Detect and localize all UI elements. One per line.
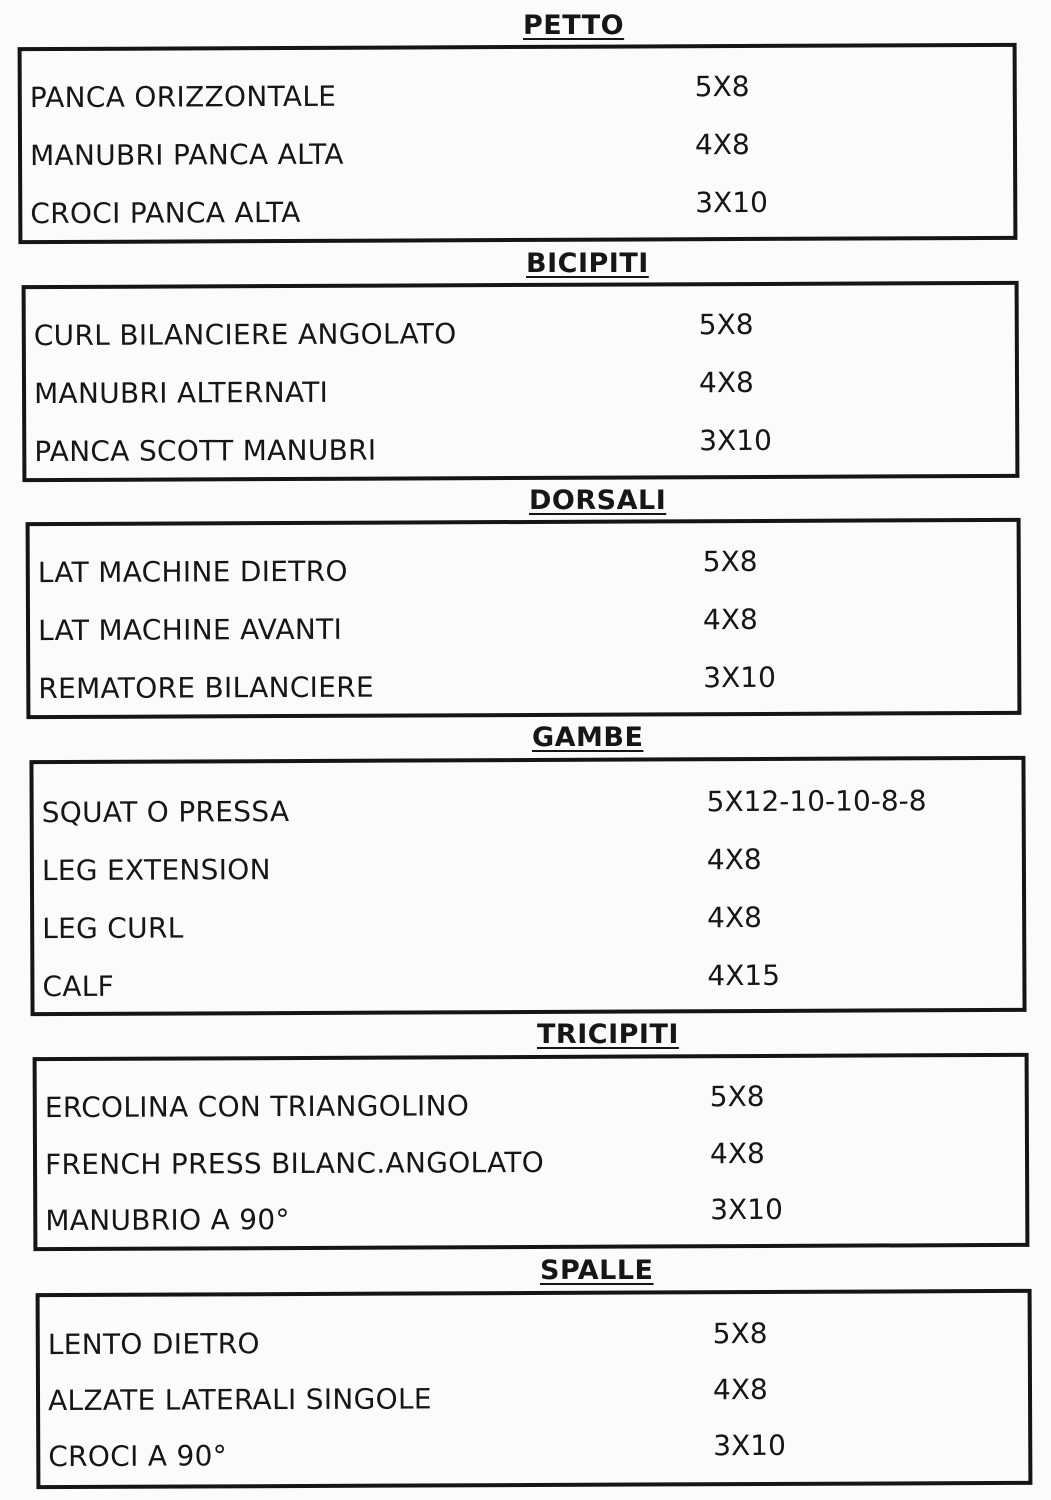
exercise-row [34, 423, 1007, 475]
exercise-sets: 5X8 [709, 1079, 765, 1114]
exercise-row [29, 127, 1005, 179]
exercise-box-dorsali [26, 518, 1022, 719]
exercise-name: CROCI PANCA ALTA [30, 195, 301, 231]
section-heading-dorsali: DORSALI [529, 485, 667, 516]
exercise-row [37, 544, 1009, 596]
exercise-sets: 3X10 [695, 185, 768, 220]
exercise-box-tricipiti [33, 1053, 1030, 1251]
exercise-sets: 4X8 [712, 1372, 768, 1407]
exercise-name: ALZATE LATERALI SINGOLE [47, 1382, 432, 1418]
exercise-sets: 4X8 [698, 365, 754, 400]
exercise-sets: 5X8 [698, 307, 754, 342]
exercise-name: PANCA SCOTT MANUBRI [34, 433, 377, 469]
exercise-row [44, 1079, 1017, 1131]
exercise-sets: 5X8 [702, 544, 758, 579]
exercise-sets: 3X10 [699, 423, 772, 458]
exercise-sets: 3X10 [710, 1192, 783, 1227]
exercise-row [44, 1136, 1017, 1188]
exercise-name: MANUBRI ALTERNATI [33, 375, 329, 411]
section-heading-bicipiti: BICIPITI [526, 248, 649, 279]
exercise-sets: 4X8 [707, 900, 763, 935]
exercise-name: CURL BILANCIERE ANGOLATO [33, 317, 457, 353]
exercise-name: SQUAT O PRESSA [41, 795, 290, 830]
exercise-row [42, 900, 1014, 952]
exercise-row [41, 842, 1014, 894]
section-heading-tricipiti: TRICIPITI [537, 1019, 679, 1050]
exercise-name: CALF [42, 969, 115, 1004]
exercise-row [33, 365, 1007, 417]
exercise-sets: 4X8 [706, 842, 762, 877]
exercise-row [33, 307, 1007, 359]
exercise-sets: 5X12-10-10-8-8 [706, 784, 927, 819]
exercise-name: CROCI A 90° [48, 1439, 228, 1474]
exercise-row [30, 185, 1005, 237]
exercise-row [45, 1192, 1017, 1244]
exercise-row [41, 784, 1014, 836]
exercise-row [48, 1428, 1020, 1480]
exercise-row [47, 1372, 1020, 1424]
exercise-sets: 5X8 [712, 1316, 768, 1351]
exercise-name: MANUBRI PANCA ALTA [29, 137, 344, 173]
exercise-row [42, 958, 1014, 1010]
exercise-sets: 3X10 [703, 660, 776, 695]
exercise-name: MANUBRIO A 90° [45, 1203, 290, 1238]
exercise-row [29, 69, 1005, 121]
section-heading-gambe: GAMBE [532, 722, 644, 753]
section-heading-spalle: SPALLE [540, 1255, 654, 1286]
exercise-sets: 4X8 [709, 1136, 765, 1171]
exercise-name: LEG CURL [42, 911, 184, 946]
exercise-row [47, 1316, 1020, 1368]
exercise-sets: 3X10 [713, 1428, 786, 1463]
exercise-name: PANCA ORIZZONTALE [29, 79, 337, 115]
exercise-row [38, 660, 1009, 712]
exercise-name: LAT MACHINE AVANTI [37, 612, 343, 648]
exercise-box-spalle [36, 1289, 1033, 1489]
exercise-box-bicipiti [22, 281, 1020, 482]
exercise-sets: 4X8 [702, 602, 758, 637]
exercise-sets: 4X8 [694, 127, 750, 162]
exercise-name: LENTO DIETRO [47, 1327, 260, 1362]
exercise-name: ERCOLINA CON TRIANGOLINO [44, 1089, 470, 1125]
exercise-box-petto [18, 43, 1018, 244]
exercise-box-gambe [29, 756, 1026, 1016]
exercise-name: LEG EXTENSION [41, 853, 271, 888]
exercise-sets: 5X8 [694, 69, 750, 104]
section-heading-petto: PETTO [523, 10, 625, 41]
exercise-name: LAT MACHINE DIETRO [37, 554, 348, 590]
exercise-name: REMATORE BILANCIERE [38, 670, 375, 706]
exercise-sets: 4X15 [707, 958, 781, 993]
exercise-row [37, 602, 1009, 654]
exercise-name: FRENCH PRESS BILANC.ANGOLATO [44, 1145, 545, 1182]
